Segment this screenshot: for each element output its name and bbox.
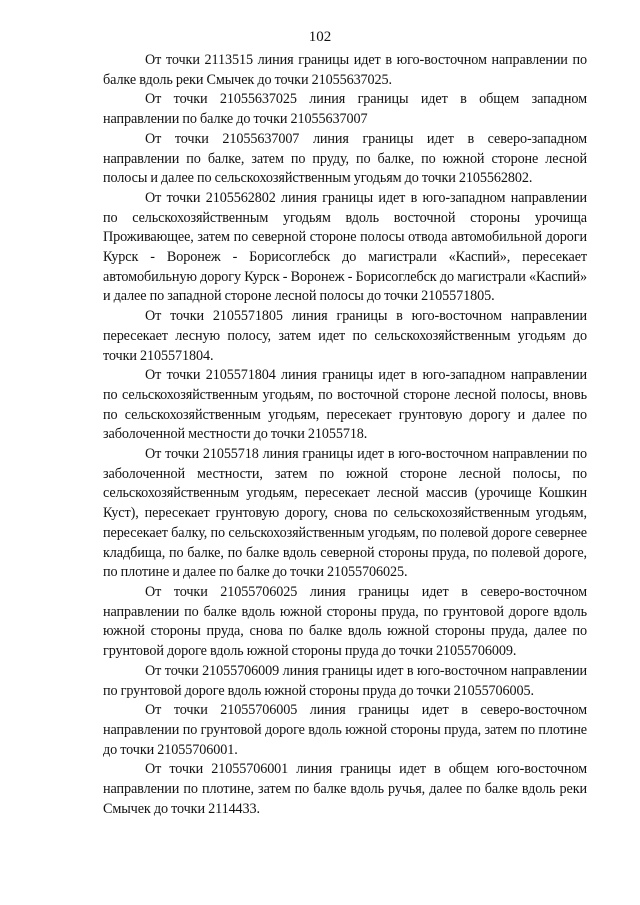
paragraph-2: От точки 21055637025 линия границы идет в общем западном направлении по балке до точки 21055637007: [103, 91, 587, 128]
paragraph-1: От точки 2113515 линия границы идет в юго-восточном направлении по балке вдоль реки Смычек до точки 21055637025.: [103, 52, 587, 88]
page-number: 102: [308, 29, 332, 45]
paragraph-3: От точки 21055637007 линия границы идет в северо-западном направлении по балке, затем по пруду, по балке, по южной стороне лесной полосы и далее по сельскохозяйственным угодьям до точки 2105562802.: [103, 130, 587, 187]
paragraph-10: От точки 21055706005 линия границы идет в северо-восточном направлении по грунтовой дороге вдоль южной стороны пруда, затем по плотине до точки 21055706001.: [103, 702, 587, 758]
document-body: [103, 51, 587, 819]
paragraph-6: От точки 2105571804 линия границы идет в юго-западном направлении по сельскохозяйственным угодьям, по восточной стороне лесной полосы, вновь по сельскохозяйственным угодьям, пересекает грунтовую дорогу и далее по заболоченной местности до точки 21055718.: [103, 367, 587, 443]
paragraph-11: От точки 21055706001 линия границы идет в общем юго-восточном направлении по плотине, затем по балке вдоль ручья, далее по балке вдоль реки Смычек до точки 2114433.: [103, 761, 587, 817]
paragraph-8: От точки 21055706025 линия границы идет в северо-восточном направлении по балке вдоль южной стороны пруда, по грунтовой дороге вдоль южной стороны пруда, снова по балке вдоль южной стороны пруда, далее по грунтовой дороге вдоль южной стороны пруда до точки 21055706009.: [103, 583, 587, 660]
paragraph-9: От точки 21055706009 линия границы идет в юго-восточном направлении по грунтовой дороге вдоль южной стороны пруда до точки 21055706005.: [103, 662, 587, 699]
paragraph-5: От точки 2105571805 линия границы в юго-восточном направлении пересекает лесную полосу, затем идет по сельскохозяйственным угодьям до точки 2105571804.: [103, 308, 587, 364]
paragraph-4: От точки 2105562802 линия границы идет в юго-западном направлении по сельскохозяйственным угодьям вдоль восточной стороны урочища Проживающее, затем по северной стороне полосы отвода автомобильной дороги Курск - Воронеж - Борисоглебск до магистрали «Каспий», пересекает автомобильную дорогу Курск - Воронеж - Борисоглебск до магистрали «Каспий» и далее по западной стороне лесной полосы до точки 2105571805.: [103, 189, 587, 305]
paragraph-7: От точки 21055718 линия границы идет в юго-восточном направлении по заболоченной местности, затем по южной стороне лесной полосы, по сельскохозяйственным угодьям, пересекает лесной массив (урочище Кошкин Куст), пересекает грунтовую дорогу, снова по сельскохозяйственным угодьям, пересекает балку, по сельскохозяйственным угодьям, по полевой дороге севернее кладбища, по балке, по балке вдоль северной стороны пруда, по полевой дороге, по плотине и далее по балке до точки 21055706025.: [103, 446, 587, 581]
